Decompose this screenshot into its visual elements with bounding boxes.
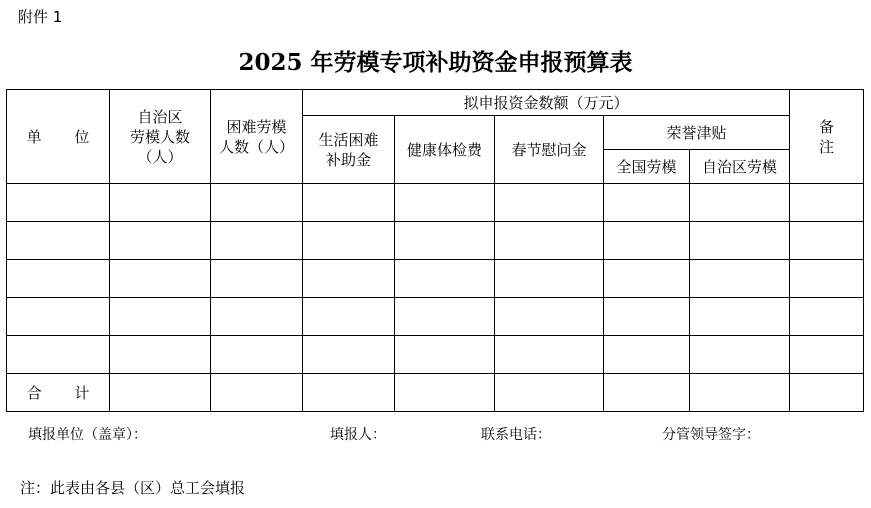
- header-living-subsidy: 生活困难 补助金: [303, 116, 395, 184]
- table-cell: [303, 336, 395, 374]
- table-cell: [790, 298, 864, 336]
- header-honor-allowance: 荣誉津贴: [604, 116, 790, 150]
- table-cell: [110, 184, 211, 222]
- reporting-unit-label: 填报单位（盖章）：: [28, 427, 147, 443]
- header-region-model-count: 自治区 劳模人数 （人）: [110, 90, 211, 184]
- table-cell: [690, 222, 790, 260]
- header-region-model: 自治区劳模: [690, 150, 790, 184]
- table-cell: [7, 298, 110, 336]
- table-cell: [395, 336, 495, 374]
- table-cell: [604, 374, 690, 412]
- header-spring-festival: 春节慰问金: [495, 116, 604, 184]
- table-row: [7, 184, 864, 222]
- table-cell: [395, 222, 495, 260]
- table-cell: [690, 184, 790, 222]
- table-cell: [495, 298, 604, 336]
- table-cell: [395, 184, 495, 222]
- table-cell: [395, 260, 495, 298]
- table-cell: [303, 298, 395, 336]
- table-cell: [211, 336, 303, 374]
- header-proposed-amount: 拟申报资金数额（万元）: [303, 90, 790, 116]
- table-cell: [110, 336, 211, 374]
- table-cell: [604, 336, 690, 374]
- budget-table: [6, 89, 864, 412]
- table-cell: [604, 298, 690, 336]
- page-title: 2025 年劳模专项补助资金申报预算表: [238, 49, 633, 76]
- table-cell: [303, 260, 395, 298]
- table-cell: [604, 260, 690, 298]
- table-cell: [211, 184, 303, 222]
- table-cell: [7, 222, 110, 260]
- table-cell: [7, 336, 110, 374]
- table-cell: [690, 374, 790, 412]
- table-cell: [395, 374, 495, 412]
- table-cell: [790, 184, 864, 222]
- table-cell: [110, 260, 211, 298]
- table-cell: [790, 336, 864, 374]
- table-cell: [495, 374, 604, 412]
- table-cell: [690, 336, 790, 374]
- footnote: 注：此表由各县（区）总工会填报: [20, 479, 246, 497]
- table-cell: [110, 222, 211, 260]
- table-cell: [211, 374, 303, 412]
- table-cell: [395, 298, 495, 336]
- reporter-label: 填报人：: [330, 427, 386, 443]
- table-row: [7, 336, 864, 374]
- header-hardship-model-count: 困难劳模 人数（人）: [211, 90, 303, 184]
- header-health-checkup: 健康体检费: [395, 116, 495, 184]
- table-cell: [790, 260, 864, 298]
- header-remarks: 备 注: [790, 90, 864, 184]
- table-cell: [495, 260, 604, 298]
- table-cell: [604, 184, 690, 222]
- table-cell: [604, 222, 690, 260]
- total-label: 合 计: [7, 374, 110, 412]
- table-cell: [211, 260, 303, 298]
- table-cell: [690, 298, 790, 336]
- table-cell: [7, 260, 110, 298]
- phone-label: 联系电话：: [481, 427, 551, 443]
- table-cell: [110, 374, 211, 412]
- table-cell: [110, 298, 211, 336]
- table-cell: [303, 222, 395, 260]
- table-cell: [790, 222, 864, 260]
- table-cell: [495, 336, 604, 374]
- total-row: [7, 374, 864, 412]
- header-unit: 单 位: [7, 90, 110, 184]
- table-cell: [303, 184, 395, 222]
- table-row: [7, 222, 864, 260]
- table-cell: [303, 374, 395, 412]
- table-row: [7, 298, 864, 336]
- table-cell: [211, 222, 303, 260]
- table-cell: [495, 222, 604, 260]
- attachment-label: 附件 1: [18, 8, 63, 26]
- leader-signature-label: 分管领导签字：: [662, 427, 760, 443]
- table-cell: [7, 184, 110, 222]
- table-cell: [790, 374, 864, 412]
- header-national-model: 全国劳模: [604, 150, 690, 184]
- table-row: [7, 260, 864, 298]
- table-cell: [495, 184, 604, 222]
- table-cell: [690, 260, 790, 298]
- table-cell: [211, 298, 303, 336]
- blank-rows: [7, 184, 864, 374]
